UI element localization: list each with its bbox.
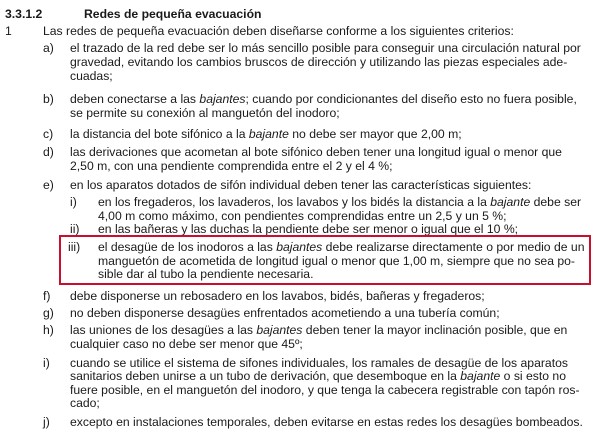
item-e-i-line2: 4,00 m como máximo, con pendientes comprendidas entre un 2,5 y un 5 %; [98,209,507,223]
item-e-iii-line3: sible dar al tubo la pendiente necesaria. [98,267,314,281]
item-b-letter: b) [43,92,54,106]
item-h-line2: cualquier caso no debe ser menor que 45º; [70,337,303,351]
item-j-text: excepto en instalaciones temporales, deben evitarse en estas redes los desagües bombeados. [70,415,583,429]
item-e-letter: e) [43,178,54,192]
item-c-text: la distancia del bote sifónico a la bajante no debe ser mayor que 2,00 m; [70,127,462,141]
item-e-i-line1: en los fregaderos, los lavaderos, los lavabos y los bidés la distancia a la bajante debe ser [98,195,582,209]
item-e-text: en los aparatos dotados de sifón individual deben tener las características siguientes: [70,178,532,192]
item-a-line2: gravedad, evitando los cambios bruscos de dirección y utilizando las piezas especiales ade- [70,55,568,69]
item-e-iii-roman: iii) [68,240,81,254]
item-i-line3: fuere posible, en el manguetón del inodoro, y que tenga la cabecera registrable con tapón ros- [70,383,580,397]
section-number: 3.3.1.2 [5,7,43,21]
item-e-ii-text: en las bañeras y las duchas la pendiente debe ser menor o igual que el 10 %; [98,222,519,236]
item-b-line1: deben conectarse a las bajantes; cuando por condicionantes del diseño esto no fuera posible, [70,92,577,106]
item-h-line1: las uniones de los desagües a las bajantes deben tener la mayor inclinación posible, que en [70,323,568,337]
item-e-iii-line1: el desagüe de los inodoros a las bajantes debe realizarse directamente o por medio de un [98,240,585,254]
item-d-line2: 2,50 m, con una pendiente comprendida entre el 2 y el 4 %; [70,159,393,173]
item-i-letter: i) [43,356,50,370]
item-e-iii-line2: manguetón de acometida de longitud igual o menor que 1,00 m, siempre que no sea po- [98,254,575,268]
item-h-letter: h) [43,323,54,337]
item-c-letter: c) [43,127,54,141]
item-j-letter: j) [43,415,50,429]
paragraph-number: 1 [5,24,12,38]
item-i-line1: cuando se utilice el sistema de sifones individuales, los ramales de desagüe de los aparatos [70,356,568,370]
item-f-text: debe disponerse un rebosadero en los lavabos, bidés, bañeras y fregaderos; [70,289,485,303]
section-title: Redes de pequeña evacuación [84,7,262,21]
item-g-letter: g) [43,306,54,320]
item-d-letter: d) [43,145,54,159]
item-a-line3: cuadas; [70,69,113,83]
item-d-line1: las derivaciones que acometan al bote sifónico deben tener una longitud igual o menor que [70,145,562,159]
item-e-i-roman: i) [70,195,77,209]
item-e-ii-roman: ii) [70,222,80,236]
intro-text: Las redes de pequeña evacuación deben diseñarse conforme a los siguientes criterios: [43,24,514,38]
item-a-line1: el trazado de la red debe ser lo más sencillo posible para conseguir una circulación natural por [70,41,581,55]
item-f-letter: f) [43,289,51,303]
item-i-line4: cado; [70,396,100,410]
item-b-line2: se permite su conexión al manguetón del inodoro; [70,106,340,120]
item-g-text: no deben disponerse desagües enfrentados acometiendo a una tubería común; [70,306,500,320]
item-i-line2: sanitarios deben unirse a un tubo de derivación, que desemboque en la bajante o si esto no [70,369,566,383]
item-a-letter: a) [43,41,54,55]
